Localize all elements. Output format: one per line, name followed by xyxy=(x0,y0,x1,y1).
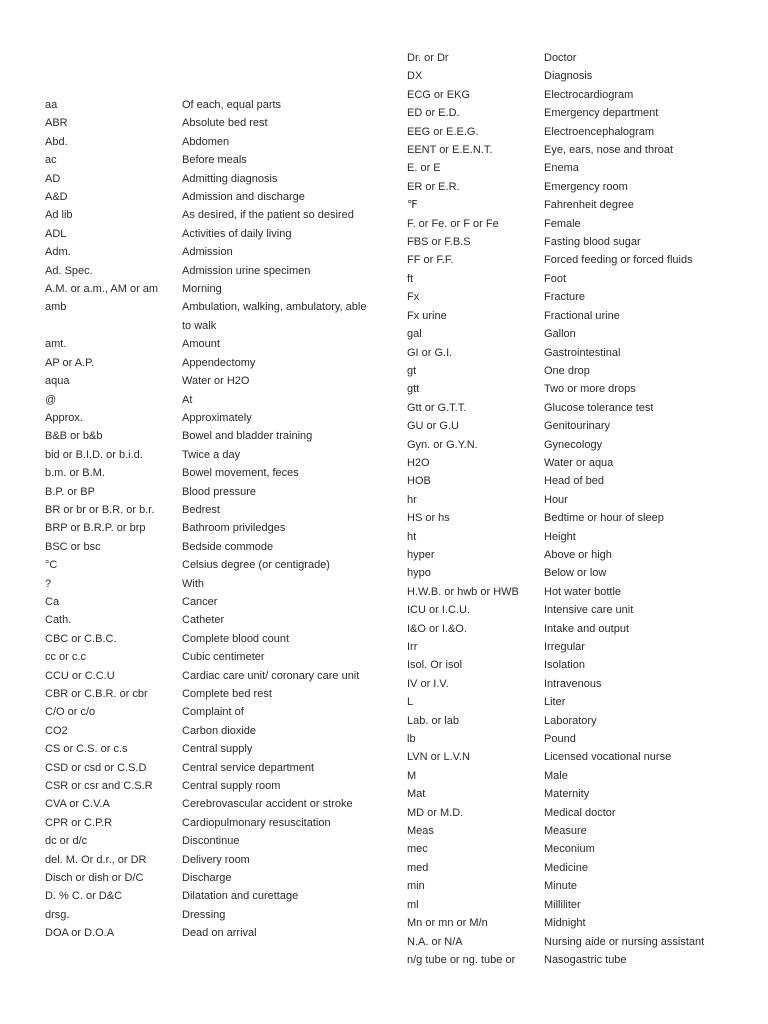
abbreviation-meaning: Forced feeding or forced fluids xyxy=(544,254,693,267)
abbreviation-entry xyxy=(407,767,742,785)
abbreviation-meaning: Fahrenheit degree xyxy=(544,199,634,212)
abbreviation-meaning: Hour xyxy=(544,493,568,506)
abbreviation-term: Irr xyxy=(407,641,418,653)
abbreviation-entry xyxy=(407,528,742,546)
abbreviation-term: ft xyxy=(407,272,414,285)
abbreviation-term: H2O xyxy=(407,456,430,469)
abbreviation-meaning: Diagnosis xyxy=(544,70,593,83)
abbreviation-term: FF or F.F. xyxy=(407,254,454,267)
abbreviation-meaning: Electrocardiogram xyxy=(544,88,634,101)
abbreviation-term: MD or M.D. xyxy=(407,806,464,819)
abbreviation-entry xyxy=(407,785,742,803)
abbreviation-term: CVA or C.V.A xyxy=(45,798,110,811)
abbreviation-entry xyxy=(45,869,370,887)
abbreviation-meaning: Abdomen xyxy=(182,135,230,148)
abbreviation-entry xyxy=(407,86,742,104)
abbreviation-term: H.W.B. or hwb or HWB xyxy=(407,585,519,598)
abbreviation-term: D. % C. or D&C xyxy=(45,890,123,903)
abbreviation-meaning: Genitourinary xyxy=(544,420,611,433)
abbreviation-term: Isol. Or isol xyxy=(407,659,463,672)
abbreviation-meaning: Milliliter xyxy=(544,898,581,911)
abbreviation-meaning: Absolute bed rest xyxy=(182,117,268,130)
abbreviation-meaning: Delivery room xyxy=(182,853,250,866)
abbreviation-entry xyxy=(407,307,742,325)
abbreviation-entry xyxy=(407,344,742,362)
abbreviation-entry xyxy=(407,675,742,693)
abbreviation-meaning: Before meals xyxy=(182,154,247,167)
abbreviation-meaning: Female xyxy=(544,217,581,230)
abbreviation-entry xyxy=(45,667,370,685)
abbreviation-entry xyxy=(45,409,370,427)
abbreviation-term: AP or A.P. xyxy=(45,356,95,369)
abbreviation-meaning: Central service department xyxy=(182,761,315,774)
abbreviation-term: Ad. Spec. xyxy=(45,264,93,277)
abbreviation-entry xyxy=(407,933,742,951)
abbreviation-entry xyxy=(45,391,370,409)
abbreviation-meaning: Morning xyxy=(182,283,222,296)
abbreviation-term: n/g tube or ng. tube or xyxy=(407,953,516,966)
abbreviation-term: °C xyxy=(45,559,58,572)
abbreviation-entry xyxy=(45,630,370,648)
abbreviation-term: lb xyxy=(407,733,416,746)
abbreviation-term: Adm. xyxy=(45,246,71,259)
abbreviation-entry xyxy=(45,740,370,758)
abbreviation-meaning: Fracture xyxy=(544,291,585,304)
abbreviation-entry xyxy=(407,730,742,748)
abbreviation-meaning: Bowel and bladder training xyxy=(182,430,313,443)
abbreviation-term: min xyxy=(407,880,425,893)
abbreviation-entry xyxy=(45,206,370,224)
abbreviation-entry xyxy=(45,262,370,280)
abbreviation-term: CO2 xyxy=(45,724,68,737)
abbreviation-entry xyxy=(45,703,370,721)
abbreviation-list-right xyxy=(407,49,742,969)
abbreviation-meaning: Emergency room xyxy=(544,180,628,193)
abbreviation-meaning: One drop xyxy=(544,364,590,377)
abbreviation-term: Approx. xyxy=(45,411,83,424)
abbreviation-term: CBC or C.B.C. xyxy=(45,632,117,645)
abbreviation-term: CS or C.S. or c.s xyxy=(45,743,128,756)
abbreviation-term: del. M. Or d.r., or DR xyxy=(45,853,147,866)
abbreviation-meaning: Central supply room xyxy=(182,780,281,793)
abbreviation-term: Fx xyxy=(407,291,420,304)
abbreviation-meaning: Admission and discharge xyxy=(182,191,305,204)
abbreviation-entry xyxy=(45,427,370,445)
abbreviation-meaning: Meconium xyxy=(544,843,595,856)
abbreviation-term: GI or G.I. xyxy=(407,346,453,359)
abbreviation-term: bid or B.I.D. or b.i.d. xyxy=(45,448,143,461)
abbreviation-term: ADL xyxy=(45,227,67,240)
abbreviation-term: HOB xyxy=(407,475,431,488)
abbreviation-term: ℉ xyxy=(407,199,418,212)
abbreviation-entry xyxy=(45,372,370,390)
abbreviation-meaning: Of each, equal parts xyxy=(182,99,282,111)
abbreviation-term: med xyxy=(407,861,429,874)
abbreviation-entry xyxy=(407,270,742,288)
abbreviation-entry xyxy=(407,951,742,969)
abbreviation-term: C/O or c/o xyxy=(45,706,96,719)
abbreviation-entry xyxy=(45,483,370,501)
abbreviation-term: CSD or csd or C.S.D xyxy=(45,761,147,774)
abbreviation-entry xyxy=(45,446,370,464)
abbreviation-entry xyxy=(407,178,742,196)
abbreviation-entry xyxy=(45,556,370,574)
abbreviation-meaning: Midnight xyxy=(544,917,586,930)
abbreviation-term: EENT or E.E.N.T. xyxy=(407,144,493,157)
abbreviation-entry xyxy=(407,491,742,509)
abbreviation-term: CSR or csr and C.S.R xyxy=(45,780,153,793)
abbreviation-entry xyxy=(45,170,370,188)
abbreviation-entry xyxy=(407,896,742,914)
abbreviation-term: Lab. or lab xyxy=(407,714,459,727)
abbreviation-entry xyxy=(45,924,370,942)
abbreviation-meaning: Emergency department xyxy=(544,107,659,120)
abbreviation-meaning: Pound xyxy=(544,733,576,746)
abbreviation-meaning: Cardiac care unit/ coronary care unit xyxy=(182,669,360,682)
abbreviation-meaning: Twice a day xyxy=(182,448,241,461)
abbreviation-term: hyper xyxy=(407,548,435,561)
abbreviation-entry xyxy=(407,638,742,656)
abbreviation-meaning: Fasting blood sugar xyxy=(544,236,641,249)
abbreviation-entry xyxy=(45,519,370,537)
abbreviation-term: ED or E.D. xyxy=(407,107,460,120)
abbreviation-entry xyxy=(45,335,370,353)
abbreviation-entry xyxy=(407,251,742,269)
abbreviation-meaning: Nursing aide or nursing assistant xyxy=(544,935,705,948)
abbreviation-entry xyxy=(45,114,370,132)
abbreviation-term: L xyxy=(407,696,414,709)
abbreviation-entry xyxy=(407,196,742,214)
abbreviation-meaning: Above or high xyxy=(544,548,612,561)
abbreviation-entry xyxy=(45,777,370,795)
abbreviation-meaning: Discontinue xyxy=(182,835,240,848)
abbreviation-term: cc or c.c xyxy=(45,651,86,664)
abbreviation-meaning: Approximately xyxy=(182,411,252,424)
abbreviation-entry xyxy=(407,325,742,343)
abbreviation-entry xyxy=(407,693,742,711)
abbreviation-entry xyxy=(407,804,742,822)
abbreviation-meaning: Admission urine specimen xyxy=(182,264,311,277)
abbreviation-meaning: Central supply xyxy=(182,743,253,756)
abbreviation-entry xyxy=(407,712,742,730)
abbreviation-term: Meas xyxy=(407,825,434,838)
abbreviation-entry xyxy=(407,362,742,380)
abbreviation-meaning: Dilatation and curettage xyxy=(182,890,299,903)
abbreviation-entry xyxy=(45,133,370,151)
abbreviation-term: I&O or I.&O. xyxy=(407,622,467,635)
abbreviation-meaning: Water or aqua xyxy=(544,456,614,469)
abbreviation-term: Disch or dish or D/C xyxy=(45,872,144,885)
abbreviation-term: ht xyxy=(407,530,417,543)
abbreviation-meaning: Cerebrovascular accident or stroke xyxy=(182,798,353,811)
abbreviation-entry xyxy=(407,380,742,398)
abbreviation-term: ICU or I.C.U. xyxy=(407,604,470,617)
abbreviation-entry xyxy=(407,914,742,932)
abbreviation-meaning: Ambulation, walking, ambulatory, able to walk xyxy=(182,301,367,332)
abbreviation-meaning: Discharge xyxy=(182,872,232,885)
abbreviation-term: gt xyxy=(407,364,417,377)
abbreviation-meaning: Admission xyxy=(182,246,233,259)
abbreviation-meaning: As desired, if the patient so desired xyxy=(182,209,354,222)
abbreviation-term: b.m. or B.M. xyxy=(45,467,105,480)
abbreviation-term: amb xyxy=(45,301,67,314)
abbreviation-term: amt. xyxy=(45,338,67,351)
abbreviation-meaning: Isolation xyxy=(544,659,585,672)
abbreviation-term: aqua xyxy=(45,375,70,388)
abbreviation-term: mec xyxy=(407,843,428,856)
abbreviation-term: ml xyxy=(407,898,419,911)
abbreviation-entry xyxy=(45,501,370,519)
abbreviation-meaning: Enema xyxy=(544,162,579,175)
abbreviation-term: DOA or D.O.A xyxy=(45,927,115,940)
abbreviation-meaning: Complaint of xyxy=(182,706,244,719)
abbreviation-entry xyxy=(407,215,742,233)
abbreviation-entry xyxy=(407,159,742,177)
abbreviation-entry xyxy=(407,564,742,582)
abbreviation-term: Mat xyxy=(407,788,426,801)
abbreviation-entry xyxy=(45,648,370,666)
abbreviation-meaning: Bathroom priviledges xyxy=(182,522,286,535)
abbreviation-term: hr xyxy=(407,493,417,506)
abbreviation-term: HS or hs xyxy=(407,512,450,525)
abbreviation-meaning: Medicine xyxy=(544,861,589,874)
abbreviation-entry xyxy=(407,583,742,601)
abbreviation-term: @ xyxy=(45,393,57,406)
abbreviation-meaning: Bowel movement, feces xyxy=(182,467,299,480)
abbreviation-term: Ad lib xyxy=(45,209,73,222)
abbreviation-term: EEG or E.E.G. xyxy=(407,125,479,138)
abbreviation-meaning: Cancer xyxy=(182,595,218,608)
abbreviation-entry xyxy=(407,233,742,251)
abbreviation-entry xyxy=(45,593,370,611)
abbreviation-entry xyxy=(45,832,370,850)
abbreviation-entry xyxy=(45,685,370,703)
abbreviation-meaning: Catheter xyxy=(182,614,225,627)
abbreviation-entry xyxy=(407,288,742,306)
abbreviation-meaning: Doctor xyxy=(544,52,577,64)
abbreviation-entry xyxy=(407,859,742,877)
abbreviation-entry xyxy=(45,575,370,593)
abbreviation-entry xyxy=(407,399,742,417)
abbreviation-term: gal xyxy=(407,328,422,341)
abbreviation-entry xyxy=(407,620,742,638)
abbreviation-term: drsg. xyxy=(45,908,70,921)
abbreviation-meaning: Bedrest xyxy=(182,503,220,516)
abbreviation-entry xyxy=(45,280,370,298)
abbreviation-term: N.A. or N/A xyxy=(407,935,463,948)
abbreviation-meaning: Gastrointestinal xyxy=(544,346,621,359)
abbreviation-term: Ca xyxy=(45,595,60,608)
abbreviation-term: aa xyxy=(45,99,58,111)
abbreviation-entry xyxy=(407,67,742,85)
abbreviation-meaning: Dead on arrival xyxy=(182,927,257,940)
abbreviation-meaning: Intravenous xyxy=(544,677,602,690)
abbreviation-term: BR or br or B.R. or b.r. xyxy=(45,503,155,516)
abbreviation-meaning: Below or low xyxy=(544,567,607,580)
abbreviation-entry xyxy=(407,454,742,472)
abbreviation-entry xyxy=(407,748,742,766)
abbreviation-term: B.P. or BP xyxy=(45,485,95,498)
abbreviation-term: Cath. xyxy=(45,614,72,627)
abbreviation-term: A&D xyxy=(45,191,68,204)
abbreviation-meaning: Foot xyxy=(544,272,567,285)
abbreviation-term: CPR or C.P.R xyxy=(45,816,113,829)
abbreviation-meaning: Measure xyxy=(544,825,587,838)
abbreviation-entry xyxy=(45,611,370,629)
abbreviation-term: gtt xyxy=(407,383,420,396)
abbreviation-term: Fx urine xyxy=(407,309,447,322)
abbreviation-entry xyxy=(45,464,370,482)
abbreviation-entry xyxy=(45,814,370,832)
abbreviation-entry xyxy=(45,298,370,335)
abbreviation-entry xyxy=(407,546,742,564)
abbreviation-meaning: Height xyxy=(544,530,576,543)
abbreviation-term: ? xyxy=(45,577,52,590)
abbreviation-term: ECG or EKG xyxy=(407,88,470,101)
abbreviation-meaning: Irregular xyxy=(544,641,585,653)
abbreviation-meaning: Eye, ears, nose and throat xyxy=(544,144,674,157)
abbreviation-meaning: Gynecology xyxy=(544,438,603,451)
abbreviation-entry xyxy=(45,188,370,206)
abbreviation-entry xyxy=(407,417,742,435)
abbreviation-meaning: Minute xyxy=(544,880,578,893)
abbreviation-entry xyxy=(407,104,742,122)
abbreviation-term: BRP or B.R.P. or brp xyxy=(45,522,146,535)
abbreviation-meaning: Bedtime or hour of sleep xyxy=(544,512,664,525)
abbreviation-meaning: At xyxy=(182,393,193,406)
abbreviation-entry xyxy=(407,141,742,159)
abbreviation-entry xyxy=(45,722,370,740)
abbreviation-term: hypo xyxy=(407,567,431,580)
abbreviation-entry xyxy=(45,759,370,777)
abbreviation-meaning: Dressing xyxy=(182,908,226,921)
abbreviation-entry xyxy=(45,96,370,114)
abbreviation-list-left xyxy=(45,96,370,943)
abbreviation-term: F. or Fe. or F or Fe xyxy=(407,217,499,230)
abbreviation-entry xyxy=(45,354,370,372)
abbreviation-meaning: Licensed vocational nurse xyxy=(544,751,672,764)
abbreviation-entry xyxy=(45,243,370,261)
abbreviation-entry xyxy=(45,851,370,869)
abbreviation-meaning: Cardiopulmonary resuscitation xyxy=(182,816,331,829)
abbreviation-meaning: Appendectomy xyxy=(182,356,256,369)
abbreviation-meaning: Activities of daily living xyxy=(182,227,292,240)
abbreviation-meaning: Fractional urine xyxy=(544,309,620,322)
abbreviation-meaning: Blood pressure xyxy=(182,485,256,498)
abbreviation-meaning: Liter xyxy=(544,696,566,709)
abbreviation-meaning: Intake and output xyxy=(544,622,630,635)
abbreviation-entry xyxy=(407,601,742,619)
abbreviation-entry xyxy=(45,538,370,556)
abbreviation-term: Mn or mn or M/n xyxy=(407,917,488,930)
abbreviation-entry xyxy=(407,840,742,858)
abbreviation-entry xyxy=(407,123,742,141)
abbreviation-entry xyxy=(407,49,742,67)
abbreviation-term: B&B or b&b xyxy=(45,430,103,443)
abbreviation-meaning: Glucose tolerance test xyxy=(544,401,654,414)
abbreviation-term: FBS or F.B.S xyxy=(407,236,471,249)
abbreviation-term: AD xyxy=(45,172,61,185)
abbreviation-entry xyxy=(45,151,370,169)
abbreviation-meaning: Complete bed rest xyxy=(182,688,272,700)
abbreviation-term: DX xyxy=(407,70,423,83)
abbreviation-meaning: Male xyxy=(544,769,568,782)
abbreviation-entry xyxy=(407,877,742,895)
abbreviation-meaning: Two or more drops xyxy=(544,383,636,396)
abbreviation-term: Abd. xyxy=(45,135,68,148)
abbreviation-meaning: Intensive care unit xyxy=(544,604,634,617)
abbreviation-term: IV or I.V. xyxy=(407,677,449,690)
abbreviation-term: BSC or bsc xyxy=(45,540,101,553)
abbreviation-term: A.M. or a.m., AM or am xyxy=(45,283,159,296)
abbreviation-entry xyxy=(407,822,742,840)
abbreviation-term: E. or E xyxy=(407,162,441,175)
abbreviation-meaning: With xyxy=(182,577,204,590)
abbreviation-entry xyxy=(407,436,742,454)
abbreviation-term: M xyxy=(407,769,417,782)
abbreviation-meaning: Gallon xyxy=(544,328,576,341)
abbreviation-term: GU or G.U xyxy=(407,420,459,433)
abbreviation-term: ER or E.R. xyxy=(407,180,460,193)
abbreviation-entry xyxy=(407,472,742,490)
abbreviation-meaning: Maternity xyxy=(544,788,590,801)
abbreviation-entry xyxy=(45,887,370,905)
abbreviation-meaning: Medical doctor xyxy=(544,806,616,819)
abbreviation-entry xyxy=(45,225,370,243)
abbreviation-meaning: Celsius degree (or centigrade) xyxy=(182,559,330,572)
abbreviation-term: dc or d/c xyxy=(45,835,88,848)
abbreviation-meaning: Bedside commode xyxy=(182,540,274,553)
abbreviation-meaning: Nasogastric tube xyxy=(544,953,627,966)
abbreviation-meaning: Cubic centimeter xyxy=(182,651,265,664)
abbreviation-entry xyxy=(407,656,742,674)
abbreviation-meaning: Hot water bottle xyxy=(544,585,622,598)
abbreviation-term: Dr. or Dr xyxy=(407,52,449,64)
abbreviation-entry xyxy=(407,509,742,527)
abbreviation-meaning: Head of bed xyxy=(544,475,604,488)
abbreviation-meaning: Electroencephalogram xyxy=(544,125,655,138)
abbreviation-term: CCU or C.C.U xyxy=(45,669,115,682)
abbreviation-term: CBR or C.B.R. or cbr xyxy=(45,688,148,700)
abbreviation-meaning: Carbon dioxide xyxy=(182,724,256,737)
abbreviation-meaning: Complete blood count xyxy=(182,632,290,645)
abbreviation-term: Gtt or G.T.T. xyxy=(407,401,467,414)
abbreviation-term: LVN or L.V.N xyxy=(407,751,470,764)
abbreviation-term: Gyn. or G.Y.N. xyxy=(407,438,478,451)
abbreviation-term: ABR xyxy=(45,117,68,130)
abbreviation-meaning: Laboratory xyxy=(544,714,597,727)
abbreviation-entry xyxy=(45,795,370,813)
abbreviation-meaning: Water or H2O xyxy=(182,375,250,388)
abbreviation-term: ac xyxy=(45,154,57,167)
abbreviation-meaning: Admitting diagnosis xyxy=(182,172,278,185)
abbreviation-meaning: Amount xyxy=(182,338,220,351)
abbreviation-entry xyxy=(45,906,370,924)
